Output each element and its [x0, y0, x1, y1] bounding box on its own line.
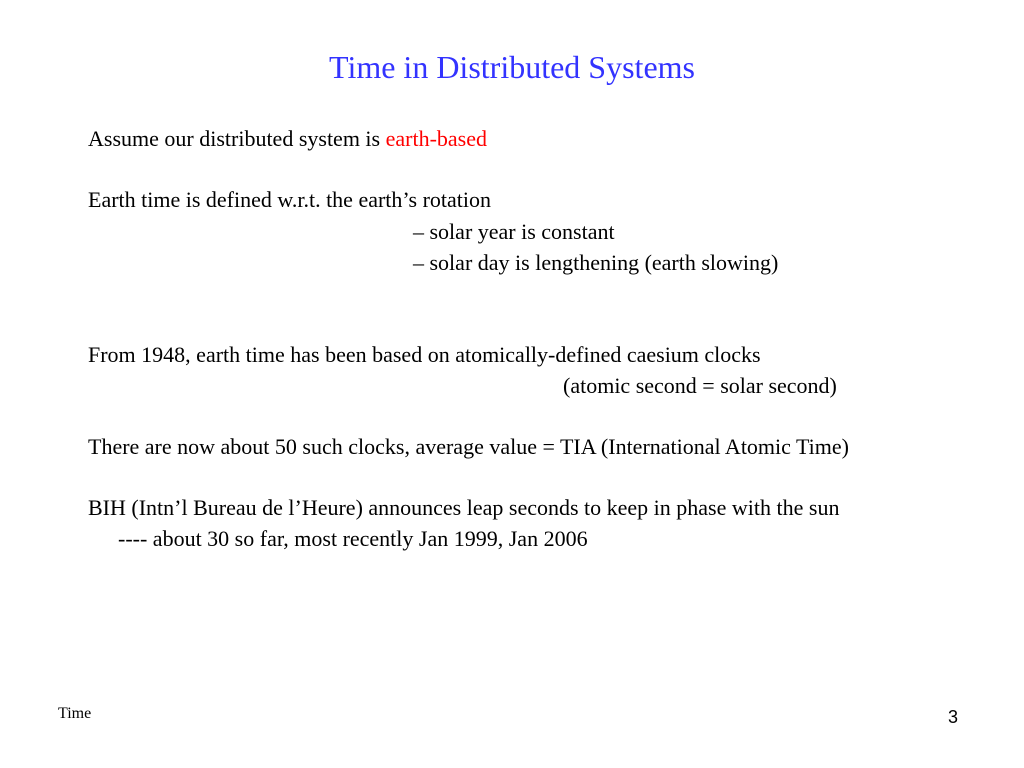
assume-line — [88, 126, 487, 152]
atomic-second-note: (atomic second = solar second) — [563, 373, 837, 398]
atomic-clocks-line: From 1948, earth time has been based on atomically-defined caesium clocks — [88, 342, 761, 367]
footer-label: Time — [58, 705, 92, 722]
leap-seconds-line: ---- about 30 so far, most recently Jan 1999, Jan 2006 — [118, 526, 588, 551]
bullet-solar-day: – solar day is lengthening (earth slowing) — [413, 250, 779, 275]
slide-title: Time in Distributed Systems — [329, 49, 695, 85]
bullet-solar-year: – solar year is constant — [413, 219, 615, 244]
assume-text: Assume our distributed system is — [88, 126, 386, 151]
earth-time-heading: Earth time is defined w.r.t. the earth’s rotation — [88, 187, 492, 212]
tia-line: There are now about 50 such clocks, average value = TIA (International Atomic Time) — [88, 434, 849, 459]
page-number: 3 — [948, 707, 959, 727]
bih-line: BIH (Intn’l Bureau de l’Heure) announces leap seconds to keep in phase with the sun — [88, 495, 840, 520]
earth-based-highlight: earth-based — [385, 126, 487, 151]
